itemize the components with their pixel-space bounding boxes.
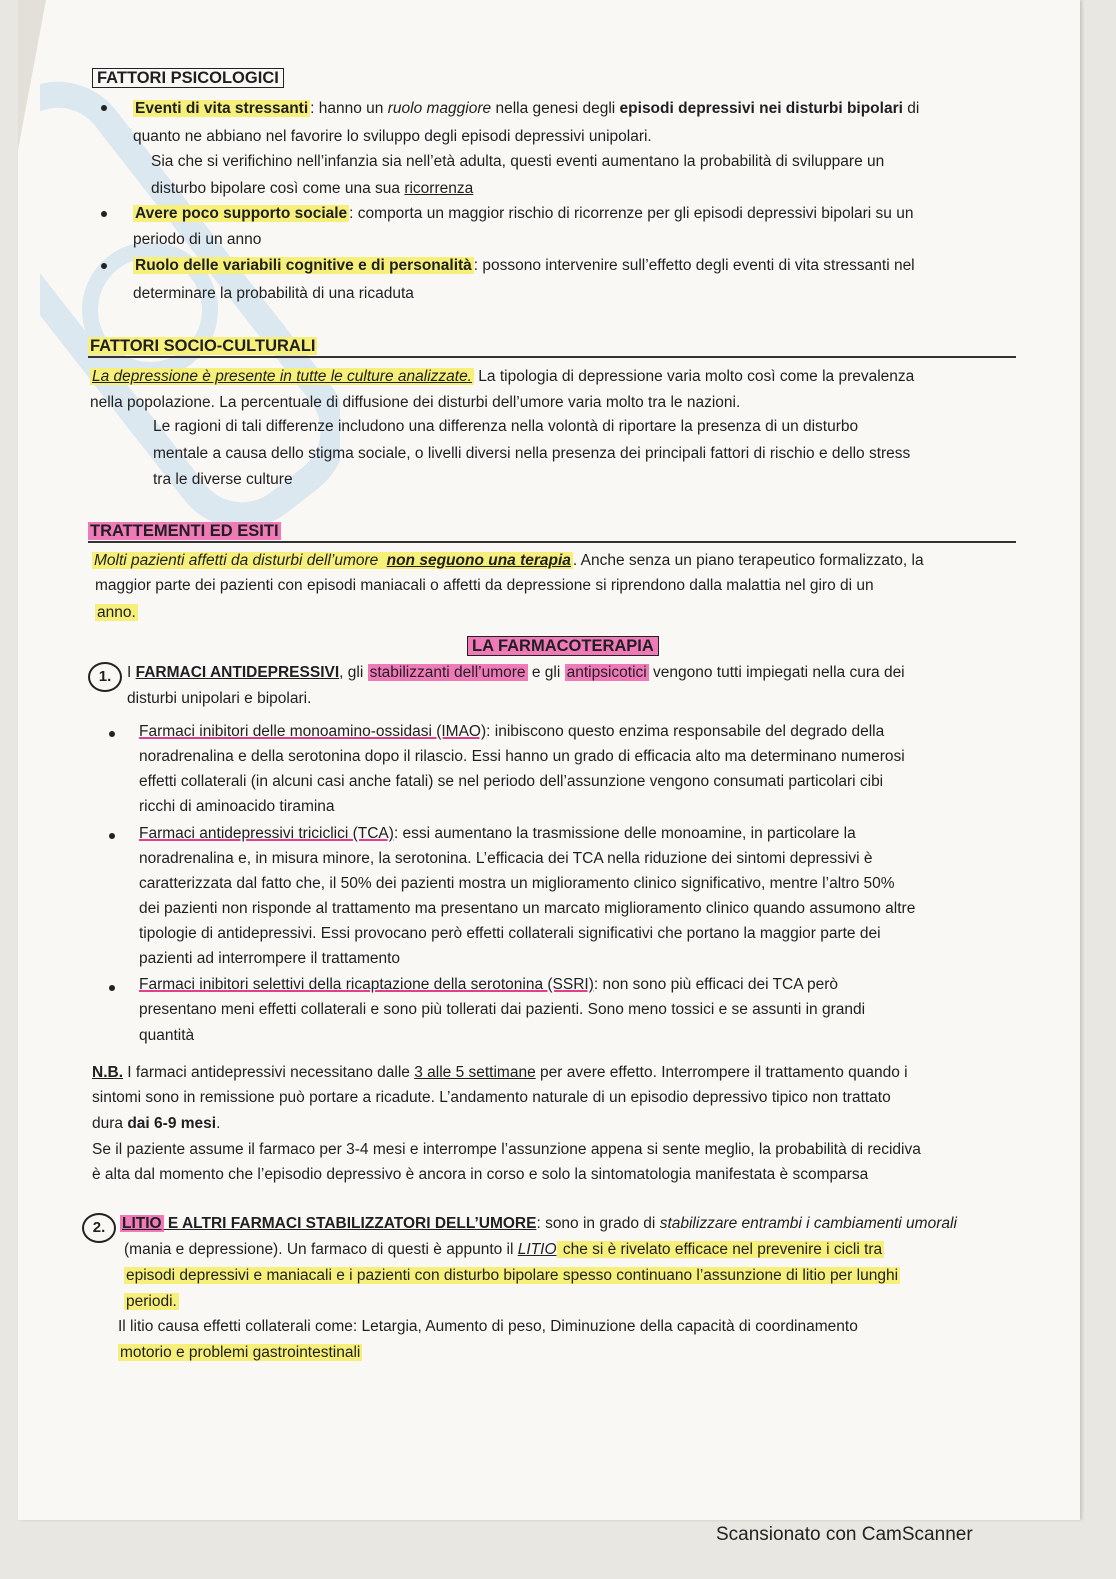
text-line: anno. [97, 604, 136, 621]
text-line: quanto ne abbiano nel favorire lo sviluppo degli episodi depressivi unipolari. [133, 128, 652, 145]
text-line: I FARMACI ANTIDEPRESSIVI, gli stabilizzanti dell’umore e gli antipsicotici vengono tutti impiegati nella cura dei [127, 664, 905, 681]
text-line: sintomi sono in remissione può portare a ricadute. L’andamento naturale di un episodio depressivo tipico non trattato [92, 1089, 891, 1106]
bullet [109, 985, 115, 991]
text-line: effetti collaterali (in alcuni casi anche fatali) se nel periodo dell’assunzione vengono consumati particolari cibi [139, 773, 884, 790]
text-line: dei pazienti non risponde al trattamento ma presentano un marcato miglioramento clinico quando assumono altre [139, 900, 916, 917]
text-line: disturbo bipolare così come una sua ricorrenza [151, 180, 474, 197]
text-line: noradrenalina e, in misura minore, la serotonina. L’efficacia dei TCA nella riduzione dei sintomi depressivi è [139, 850, 873, 867]
list-item: Eventi di vita stressanti : hanno un ruolo maggiore nella genesi degli episodi depressivi nei disturbi bipolari di [135, 100, 920, 117]
text-line: quantità [139, 1027, 195, 1044]
text-line: dura dai 6-9 mesi. [92, 1115, 221, 1132]
text-line: periodi. [126, 1293, 177, 1310]
text-line: pazienti ad interrompere il trattamento [139, 950, 401, 967]
bullet [101, 211, 107, 217]
text-line: episodi depressivi e maniacali e i pazienti con disturbo bipolare spesso continuano l’assunzione di litio per lunghi [126, 1267, 899, 1284]
nota-bene-line: N.B. I farmaci antidepressivi necessitano dalle 3 alle 5 settimane per avere effetto. Interrompere il trattamento quando i [92, 1064, 908, 1081]
scanner-footer: Scansionato con CamScanner [716, 1524, 973, 1545]
text-line: caratterizzata dal fatto che, il 50% dei pazienti mostra un miglioramento clinico significativo, mentre l’altro 50% [139, 875, 895, 892]
text-line: maggior parte dei pazienti con episodi maniacali o affetti da depressione si riprendono dalla malattia nel giro di un [95, 577, 874, 594]
text-line: tra le diverse culture [153, 471, 293, 488]
text-line: tipologie di antidepressivi. Essi provocano però effetti collaterali significativi che portano la maggior parte dei [139, 925, 881, 942]
heading-text: TRATTEMENTI ED ESITI [90, 522, 279, 540]
text-line: La depressione è presente in tutte le culture analizzate. La tipologia di depressione varia molto così come la prevalenza [92, 368, 915, 385]
text-line: motorio e problemi gastrointestinali [120, 1344, 361, 1361]
heading-text: FATTORI PSICOLOGICI [92, 68, 284, 88]
text-line: periodo di un anno [133, 231, 262, 248]
divider [88, 356, 1016, 358]
text-line: mentale a causa dello stigma sociale, o livelli diversi nella presenza dei principali fattori di rischio e dello stress [153, 445, 911, 462]
list-item: Ruolo delle variabili cognitive e di personalità : possono intervenire sull’effetto degli eventi di vita stressanti nel [135, 257, 915, 274]
bullet [109, 731, 115, 737]
text-line: disturbi unipolari e bipolari. [127, 690, 312, 707]
text-line: (mania e depressione). Un farmaco di questi è appunto il LITIO che si è rivelato efficace nel prevenire i cicli tra [124, 1241, 883, 1258]
bullet [109, 833, 115, 839]
text-line: noradrenalina e della serotonina dopo il rilascio. Essi hanno un grado di efficacia alto ma determinano numerosi [139, 748, 905, 765]
heading-text: LA FARMACOTERAPIA [467, 636, 659, 656]
list-item: Farmaci inibitori selettivi della ricaptazione della serotonina (SSRI): non sono più efficaci dei TCA però [139, 976, 839, 993]
list-item: Avere poco supporto sociale : comporta un maggior rischio di ricorrenze per gli episodi depressivi bipolari su un [135, 205, 914, 222]
text-line: Sia che si verifichino nell’infanzia sia nell’età adulta, questi eventi aumentano la probabilità di sviluppare un [151, 153, 885, 170]
divider [88, 541, 1016, 543]
text-line: presentano meni effetti collaterali e sono più tollerati dai pazienti. Sono meno tossici e se assunti in grandi [139, 1001, 866, 1018]
heading-text: FATTORI SOCIO-CULTURALI [90, 337, 316, 355]
text-line: nella popolazione. La percentuale di diffusione dei disturbi dell’umore varia molto tra le nazioni. [90, 394, 741, 411]
text-line: Il litio causa effetti collaterali come: Letargia, Aumento di peso, Diminuzione della capacità di coordinamento [118, 1318, 858, 1335]
text-line: determinare la probabilità di una ricaduta [133, 285, 414, 302]
section-title-psicologici [92, 66, 284, 92]
bullet [101, 263, 107, 269]
list-item: Farmaci inibitori delle monoamino-ossidasi (IMAO): inibiscono questo enzima responsabile del degrado della [139, 723, 885, 740]
bullet [101, 105, 107, 111]
text-line: ricchi di aminoacido tiramina [139, 798, 335, 815]
text-line: LITIO E ALTRI FARMACI STABILIZZATORI DELL’UMORE: sono in grado di stabilizzare entrambi i cambiamenti umorali [122, 1215, 957, 1232]
section-title-farmacoterapia [467, 634, 659, 660]
text-line: Le ragioni di tali differenze includono una differenza nella volontà di riportare la presenza di un disturbo [153, 418, 859, 435]
text-line: Se il paziente assume il farmaco per 3-4 mesi e interrompe l’assunzione appena si sente meglio, la probabilità di recidiva [92, 1141, 921, 1158]
text-line: Molti pazienti affetti da disturbi dell’umore non seguono una terapia . Anche senza un piano terapeutico formalizzato, la [94, 552, 924, 569]
text-line: è alta dal momento che l’episodio depressivo è ancora in corso e solo la sintomatologia manifestata è scomparsa [92, 1166, 869, 1183]
number-badge: 2. [82, 1213, 116, 1243]
number-badge: 1. [88, 662, 122, 692]
list-item: Farmaci antidepressivi triciclici (TCA): essi aumentano la trasmissione delle monoamine, in particolare la [139, 825, 856, 842]
